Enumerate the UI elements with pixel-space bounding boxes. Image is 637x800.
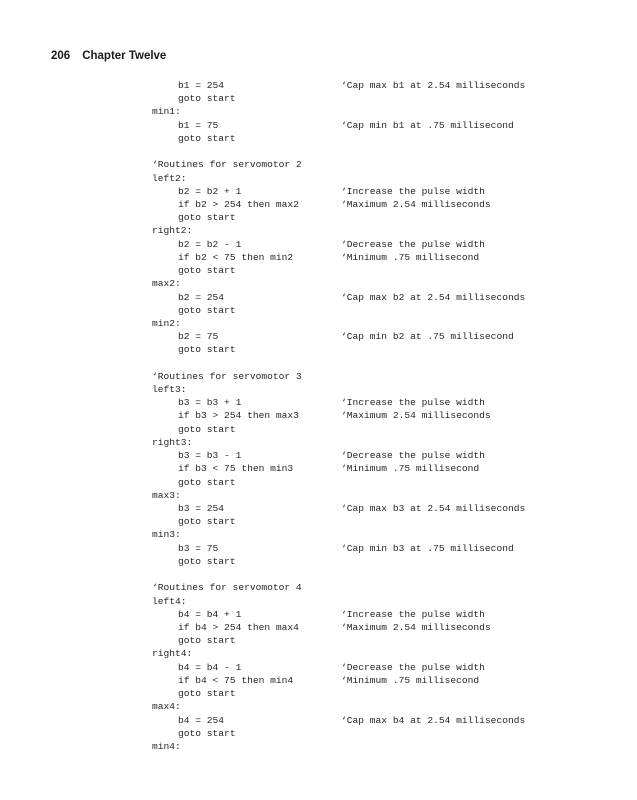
code-comment: ‘Cap max b2 at 2.54 milliseconds — [341, 291, 526, 303]
code-line — [0, 449, 637, 462]
code-line — [0, 185, 637, 198]
code-statement: if b2 < 75 then min2 — [178, 251, 294, 263]
code-statement: b3 = 75 — [178, 542, 219, 554]
code-statement: max4: — [152, 701, 181, 713]
code-line — [0, 198, 637, 211]
chapter-title: Chapter Twelve — [82, 50, 167, 62]
code-comment: ‘Cap max b3 at 2.54 milliseconds — [341, 503, 526, 514]
code-line — [0, 436, 637, 449]
code-line — [0, 105, 637, 118]
code-comment: ‘Maximum 2.54 milliseconds — [341, 198, 491, 210]
blank-line — [0, 568, 637, 581]
code-line — [0, 687, 637, 700]
code-line — [0, 119, 637, 132]
code-line — [0, 555, 637, 568]
code-statement: ‘Routines for servomotor 3 — [152, 370, 302, 382]
code-line — [0, 528, 637, 541]
code-line — [0, 370, 637, 383]
code-comment: ‘Increase the pulse width — [341, 397, 485, 409]
code-statement: b2 = b2 + 1 — [178, 185, 242, 197]
code-statement: min3: — [152, 529, 181, 541]
code-listing — [0, 79, 637, 753]
code-line — [0, 238, 637, 251]
code-line — [0, 674, 637, 687]
code-comment: ‘Cap max b4 at 2.54 milliseconds — [341, 714, 526, 726]
code-statement: b1 = 75 — [178, 119, 219, 131]
code-statement: if b4 < 75 then min4 — [178, 674, 294, 686]
code-line — [0, 343, 637, 356]
code-line — [0, 542, 637, 555]
code-comment: ‘Maximum 2.54 milliseconds — [341, 621, 491, 633]
code-statement: b2 = b2 - 1 — [178, 238, 242, 250]
code-statement: b4 = b4 + 1 — [178, 608, 242, 620]
code-line — [0, 172, 637, 185]
blank-line — [0, 357, 637, 370]
code-comment: ‘Minimum .75 millisecond — [341, 251, 480, 263]
code-statement: goto start — [178, 476, 236, 488]
code-line — [0, 462, 637, 475]
code-line — [0, 158, 637, 171]
code-statement: max3: — [152, 489, 181, 501]
code-statement: goto start — [178, 516, 236, 528]
code-line — [0, 515, 637, 528]
code-line — [0, 409, 637, 422]
code-line — [0, 396, 637, 409]
code-statement: if b3 < 75 then min3 — [178, 463, 294, 475]
code-statement: left3: — [152, 384, 187, 396]
running-header — [51, 50, 166, 62]
code-line — [0, 317, 637, 330]
code-statement: right4: — [152, 648, 193, 660]
code-statement: b2 = 75 — [178, 331, 219, 343]
code-line — [0, 608, 637, 621]
code-line — [0, 502, 637, 515]
code-statement: goto start — [178, 304, 236, 316]
code-line — [0, 714, 637, 727]
code-statement: left4: — [152, 595, 187, 607]
code-line — [0, 423, 637, 436]
code-statement: min1: — [152, 106, 181, 118]
code-comment: ‘Decrease the pulse width — [341, 661, 485, 673]
code-comment: ‘Increase the pulse width — [341, 185, 485, 197]
code-statement: if b3 > 254 then max3 — [178, 410, 299, 422]
code-statement: goto start — [178, 93, 236, 105]
blank-line — [0, 145, 637, 158]
code-statement: min4: — [152, 740, 181, 752]
code-statement: b4 = 254 — [178, 714, 225, 726]
code-line — [0, 92, 637, 105]
code-comment: ‘Minimum .75 millisecond — [341, 674, 480, 686]
code-comment: ‘Decrease the pulse width — [341, 450, 485, 462]
code-line — [0, 224, 637, 237]
code-statement: left2: — [152, 172, 187, 184]
code-statement: b3 = b3 + 1 — [178, 397, 242, 409]
code-line — [0, 634, 637, 647]
code-line — [0, 740, 637, 753]
code-comment: ‘Cap max b1 at 2.54 milliseconds — [341, 80, 526, 91]
code-line — [0, 251, 637, 264]
code-comment: ‘Increase the pulse width — [341, 608, 485, 620]
code-statement: b1 = 254 — [178, 80, 225, 91]
code-line — [0, 595, 637, 608]
code-statement: b3 = 254 — [178, 503, 225, 514]
code-statement: goto start — [178, 555, 236, 567]
code-comment: ‘Cap min b1 at .75 millisecond — [341, 119, 514, 131]
code-statement: goto start — [178, 423, 236, 435]
code-comment: ‘Cap min b3 at .75 millisecond — [341, 542, 514, 554]
code-line — [0, 489, 637, 502]
code-line — [0, 330, 637, 343]
code-line — [0, 727, 637, 740]
code-line — [0, 79, 637, 92]
code-statement: goto start — [178, 635, 236, 647]
code-statement: max2: — [152, 278, 181, 290]
code-comment: ‘Maximum 2.54 milliseconds — [341, 410, 491, 422]
code-comment: ‘Cap min b2 at .75 millisecond — [341, 331, 514, 343]
code-line — [0, 304, 637, 317]
code-comment: ‘Minimum .75 millisecond — [341, 463, 480, 475]
code-statement: if b2 > 254 then max2 — [178, 198, 299, 210]
code-line — [0, 581, 637, 594]
code-statement: goto start — [178, 727, 236, 739]
code-statement: b2 = 254 — [178, 291, 225, 303]
code-statement: goto start — [178, 212, 236, 224]
code-statement: min2: — [152, 317, 181, 329]
page-number: 206 — [51, 50, 71, 62]
code-statement: right2: — [152, 225, 193, 237]
code-statement: ‘Routines for servomotor 2 — [152, 159, 302, 171]
code-line — [0, 132, 637, 145]
code-line — [0, 277, 637, 290]
code-line — [0, 647, 637, 660]
code-statement: goto start — [178, 265, 236, 277]
code-statement: goto start — [178, 344, 236, 356]
code-line — [0, 621, 637, 634]
code-line — [0, 211, 637, 224]
code-line — [0, 291, 637, 304]
code-line — [0, 383, 637, 396]
code-statement: goto start — [178, 688, 236, 700]
code-line — [0, 661, 637, 674]
code-statement: b4 = b4 - 1 — [178, 661, 242, 673]
code-line — [0, 700, 637, 713]
code-statement: ‘Routines for servomotor 4 — [152, 582, 302, 594]
code-statement: goto start — [178, 132, 236, 144]
code-line — [0, 264, 637, 277]
code-line — [0, 476, 637, 489]
code-statement: if b4 > 254 then max4 — [178, 621, 299, 633]
code-statement: right3: — [152, 436, 193, 448]
code-statement: b3 = b3 - 1 — [178, 450, 242, 462]
code-comment: ‘Decrease the pulse width — [341, 238, 485, 250]
